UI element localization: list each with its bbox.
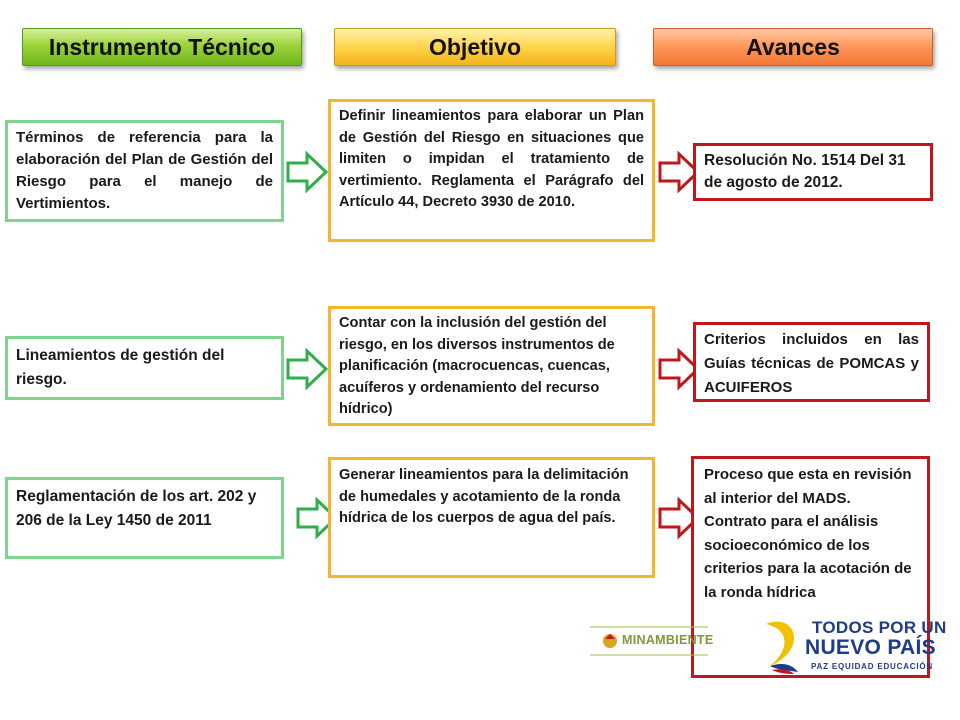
instrumento-box-3: [5, 477, 284, 559]
nuevo-pais-line1: TODOS POR UN: [812, 618, 947, 637]
instrumento-text-2: Lineamientos de gestión del riesgo.: [16, 347, 225, 388]
objetivo-box-3: [328, 457, 655, 578]
avances-text-3: Proceso que esta en revisión al interior del MADS. Contrato para el análisis socioeconómico de los criterios para la acotación de la ronda hídrica: [704, 466, 912, 601]
avances-box-1: [693, 143, 933, 201]
arrow-right-outline-green-icon: [285, 347, 329, 391]
header-objetivo: Objetivo: [334, 28, 616, 66]
arrow-right-outline-green-icon: [285, 150, 329, 194]
instrumento-box-1: [5, 120, 284, 222]
avances-text-1: Resolución No. 1514 Del 31 de agosto de 2012.: [704, 152, 906, 191]
instrumento-box-2: [5, 336, 284, 400]
nuevo-pais-line3: PAZ EQUIDAD EDUCACIÓN: [811, 662, 933, 671]
objetivo-text-3: Generar lineamientos para la delimitación de humedales y acotamiento de la ronda hídrica de los cuerpos de agua del país.: [339, 467, 629, 526]
avances-text-2: Criterios incluidos en las Guías técnicas de POMCAS y ACUIFEROS: [704, 331, 919, 396]
avances-box-2: [693, 322, 930, 402]
instrumento-text-1: Términos de referencia para la elaboración del Plan de Gestión del Riesgo para el manejo de Vertimientos.: [16, 129, 273, 212]
nuevo-pais-line2: NUEVO PAÍS: [805, 636, 936, 659]
header-instrumento-tecnico: Instrumento Técnico: [22, 28, 302, 66]
minambiente-logo-text: MINAMBIENTE: [622, 633, 714, 647]
objetivo-box-1: [328, 99, 655, 242]
instrumento-text-3: Reglamentación de los art. 202 y 206 de la Ley 1450 de 2011: [16, 488, 257, 529]
objetivo-box-2: [328, 306, 655, 426]
header-avances: Avances: [653, 28, 933, 66]
objetivo-text-1: Definir lineamientos para elaborar un Plan de Gestión del Riesgo en situaciones que limiten o impidan el tratamiento de vertimiento. Reglamenta el Parágrafo del Artículo 44, Decreto 3930 de 2010.: [339, 108, 644, 210]
objetivo-text-2: Contar con la inclusión del gestión del riesgo, en los diversos instrumentos de planificación (macrocuencas, cuencas, acuíferos y ordenamiento del recurso hídrico): [339, 315, 615, 417]
